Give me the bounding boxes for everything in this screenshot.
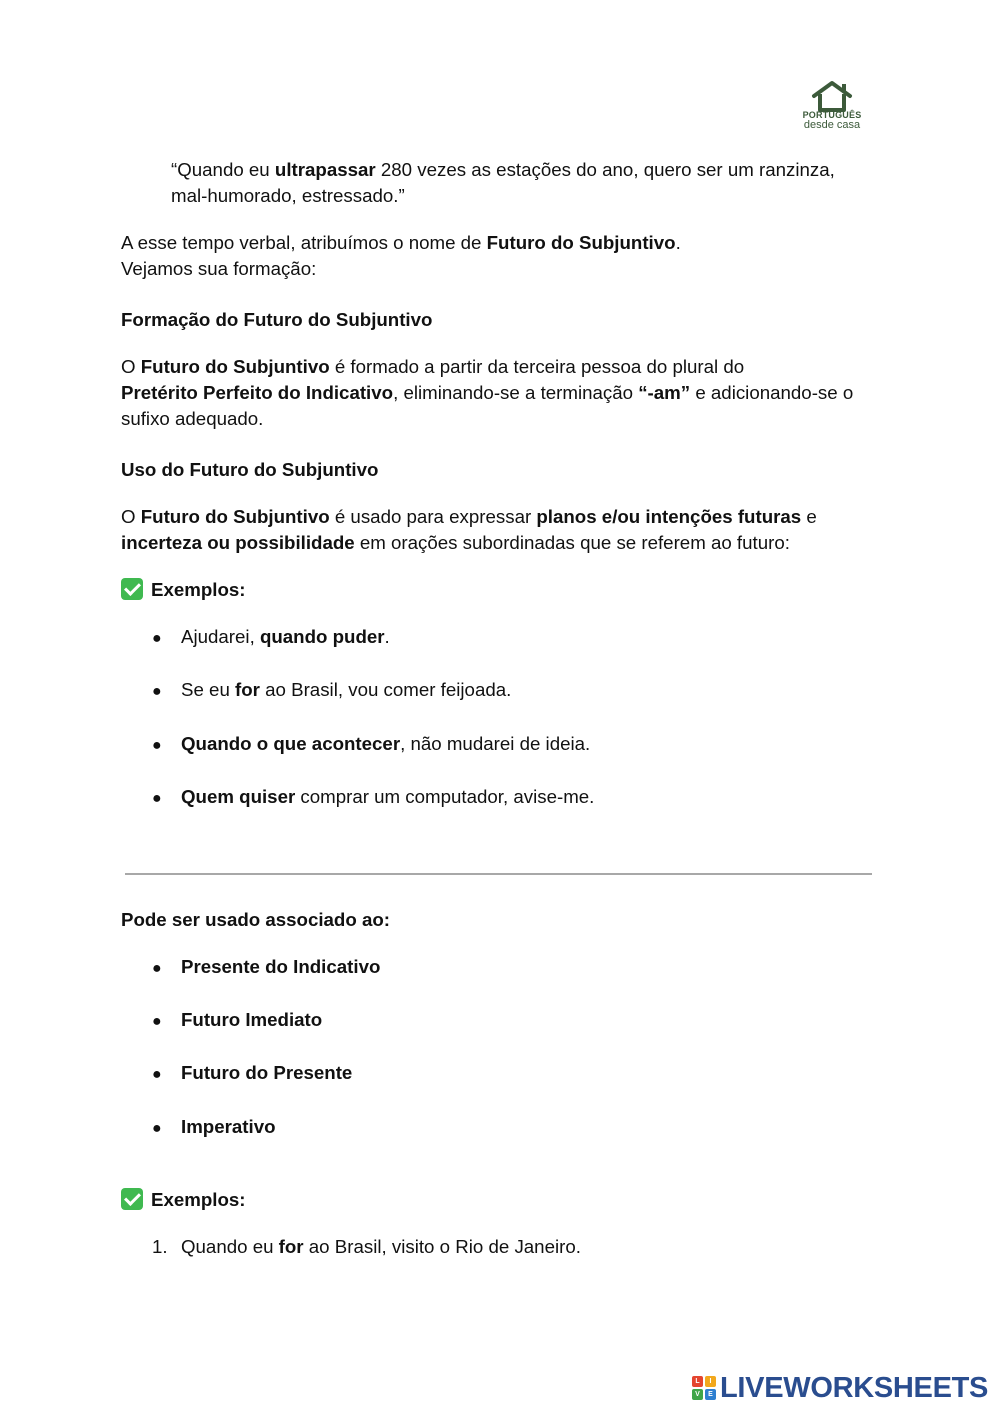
check-mark-icon [121, 578, 143, 600]
bullet-icon: ● [152, 960, 162, 977]
list-item: ● Futuro do Presente [152, 1060, 872, 1088]
bullet-icon: ● [152, 683, 162, 700]
divider [125, 873, 872, 875]
quote: “Quando eu ultrapassar 280 vezes as estações do ano, quero ser um ranzinza, mal-humorado, estressado.” [171, 159, 835, 206]
check-mark-icon [121, 1188, 143, 1210]
usage-paragraph: O Futuro do Subjuntivo é usado para expressar planos e/ou intenções futuras e incerteza ou possibilidade em orações subordinadas que se referem ao futuro: [121, 506, 817, 553]
bullet-icon: ● [152, 1120, 162, 1137]
list-item: ● Quem quiser comprar um computador, avise-me. [152, 784, 872, 812]
liveworksheets-logo [692, 1373, 988, 1403]
formation-heading: Formação do Futuro do Subjuntivo [121, 309, 433, 330]
liveworksheets-blocks-icon: L I V E [692, 1376, 716, 1400]
house-icon [810, 80, 854, 112]
logo-subtitle: desde casa [803, 119, 861, 131]
formation-paragraph: O Futuro do Subjuntivo é formado a partir da terceira pessoa do plural do Pretérito Perfeito do Indicativo, eliminando-se a terminação “-am” e adicionando-se o sufixo adequado. [121, 356, 854, 429]
list-item: ● Imperativo [152, 1114, 872, 1142]
list-item: ● Futuro Imediato [152, 1007, 872, 1035]
logo-title: PORTUGUÊS [802, 110, 862, 120]
list-item: ● Se eu for ao Brasil, vou comer feijoada. [152, 677, 872, 705]
usage-heading: Uso do Futuro do Subjuntivo [121, 459, 379, 480]
list-item: ● Ajudarei, quando puder. [152, 624, 872, 652]
bullet-icon: ● [152, 630, 162, 647]
examples-heading-1: Exemplos: [121, 577, 246, 603]
bullet-icon: ● [152, 737, 162, 754]
bullet-icon: ● [152, 1013, 162, 1030]
examples-heading-2: Exemplos: [121, 1187, 246, 1213]
liveworksheets-wordmark: LIVEWORKSHEETS [720, 1372, 989, 1404]
logo [797, 80, 867, 131]
list-item: ● Presente do Indicativo [152, 954, 872, 982]
bullet-icon: ● [152, 1066, 162, 1083]
bullet-icon: ● [152, 790, 162, 807]
numbered-item: 1. Quando eu for ao Brasil, visito o Rio de Janeiro. [152, 1236, 581, 1257]
associated-heading: Pode ser usado associado ao: [121, 909, 390, 930]
list-item: ● Quando o que acontecer, não mudarei de ideia. [152, 731, 872, 759]
intro-paragraph: A esse tempo verbal, atribuímos o nome de Futuro do Subjuntivo. Vejamos sua formação: [121, 232, 681, 279]
